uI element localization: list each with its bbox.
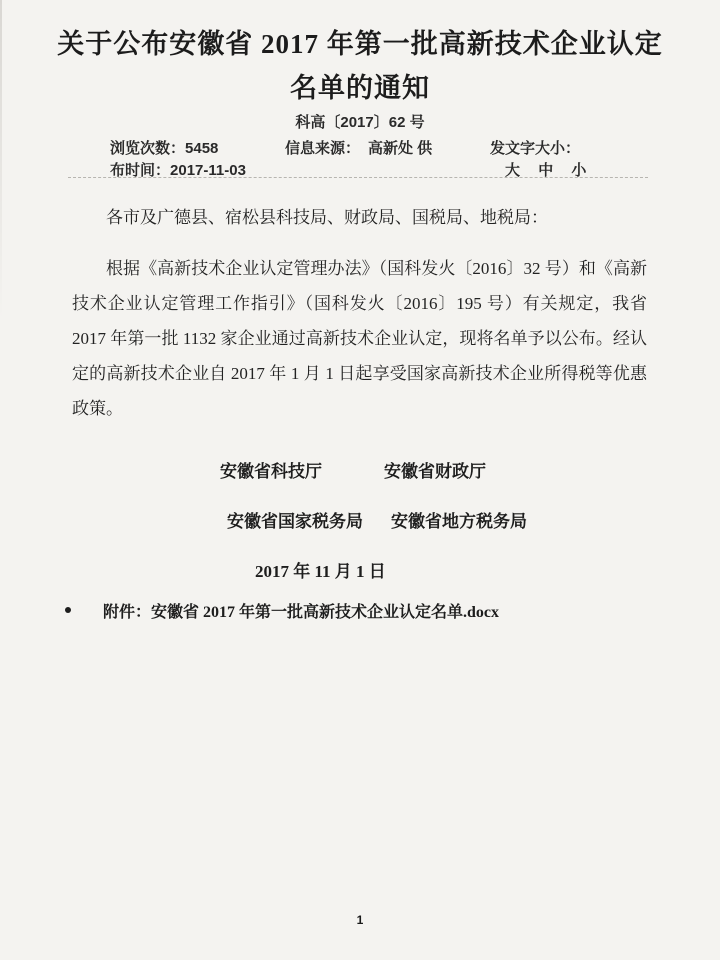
- bullet-icon: [65, 607, 71, 613]
- signature-local-tax: 安徽省地方税务局: [391, 512, 527, 531]
- attachment-line: [103, 599, 499, 622]
- document-number: 科高〔2017〕62 号: [295, 114, 425, 131]
- publish-label: 布时间：: [110, 162, 171, 179]
- source-value: 高新处 供: [368, 140, 433, 157]
- attachment-file-link[interactable]: 安徽省 2017 年第一批高新技术企业认定名单.docx: [151, 604, 500, 621]
- source-label: 信息来源：: [285, 140, 361, 157]
- page-title-line2: 名单的通知: [290, 73, 430, 103]
- views-label: 浏览次数：: [110, 140, 186, 157]
- views-count: [110, 137, 218, 158]
- dashed-divider: [68, 177, 648, 178]
- page-title: [48, 22, 672, 110]
- page-number: 1: [356, 913, 364, 927]
- signature-science-dept: 安徽省科技厅: [220, 462, 322, 481]
- meta-bar: [0, 137, 720, 179]
- fontsize-small-button[interactable]: 小: [571, 162, 587, 179]
- fontsize-label: 发文字大小：: [490, 140, 581, 157]
- page-title-line1: 关于公布安徽省 2017 年第一批高新技术企业认定: [57, 29, 663, 59]
- signature-national-tax: 安徽省国家税务局: [227, 512, 363, 531]
- signature-finance-dept: 安徽省财政厅: [384, 462, 486, 481]
- salutation: 各市及广德县、宿松县科技局、财政局、国税局、地税局：: [106, 208, 548, 227]
- body-paragraph: 根据《高新技术企业认定管理办法》（国科发火〔2016〕32 号）和《高新技术企业认定管理工作指引》（国科发火〔2016〕195 号）有关规定，我省 2017 年第一批 1132 家企业通过高新技术企业认定，现将名单予以公布。经认定的高新技术企业自 2017 年 1 月 1 日起享受国家高新技术企业所得税等优惠政策。: [72, 259, 647, 418]
- views-value: 5458: [185, 140, 219, 157]
- info-source: [285, 137, 432, 158]
- fontsize-large-button[interactable]: 大: [505, 162, 521, 179]
- document-date: 2017 年 11 月 1 日: [255, 562, 386, 581]
- fontsize-medium-button[interactable]: 中: [538, 162, 554, 179]
- attachment-label: 附件：: [103, 604, 152, 621]
- publish-value: 2017-11-03: [170, 162, 246, 179]
